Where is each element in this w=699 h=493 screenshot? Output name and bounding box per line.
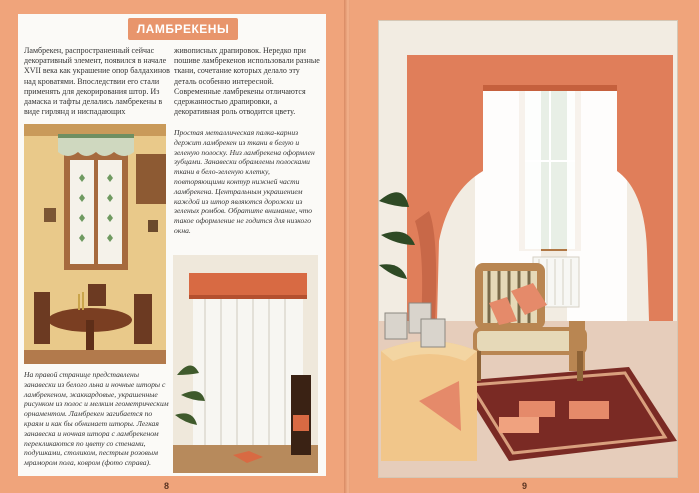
paragraph-1: Ламбрекен, распространенный сейчас декоративный элемент, появился в начале XVII века как украшение опор балдахинов над кроватями. Впоследствии его стали применять для декорирования штор. Из дамаска и тафты делались ламбрекены в виде гирлянд и ниспадающих bbox=[24, 46, 170, 117]
living-room-illustration bbox=[379, 21, 677, 477]
caption-bottom: На правой странице представлены занавески из белого льна и ночные шторы с ламбрекеном, жаккардовые, украшенные рисунком из полос и мелким геометрическим орнаментом. Ламбрекен загибается по краям и как бы обнимает шторы. Легкая занавеска и ночная штора с ламбрекеном перекликаются по цвету со стенами, подушками, столиком, пестрым розовым мрамором пола, ковром (фото справа). bbox=[24, 370, 169, 468]
heading-text: ЛАМБРЕКЕНЫ bbox=[136, 22, 230, 36]
paragraph-2: живописных драпировок. Нередко при пошиве ламбрекенов использовали разные ткани, сочетание которых делало эту деталь особенно интересной. Современные ламбрекены отличаются сдержанностью драпировки, а декоративная роль отводится цвету. bbox=[174, 46, 320, 117]
caption-top: Простая металлическая палка-карниз держит ламбрекен из ткани в белую и зеленую полоску. Низ ламбрекена оформлен зубцами. Занавески обрамлены полосками ткани в бело-зеленую клетку, повторяющими контур нижней части ламбрекена. Центральным украшением каждой из штор являются дорожки из зеленых ромбов. Обратите внимание, что такое оформление не годится для низкого окна. bbox=[174, 128, 315, 235]
photo-window-valance bbox=[173, 255, 318, 473]
section-heading bbox=[128, 18, 238, 40]
dining-room-illustration bbox=[24, 124, 166, 364]
left-page bbox=[0, 0, 346, 493]
photo-living-room bbox=[378, 20, 678, 478]
text-column-1 bbox=[24, 46, 170, 117]
text-column-2 bbox=[174, 46, 322, 117]
right-page bbox=[350, 0, 699, 493]
page-number-right: 9 bbox=[522, 481, 528, 491]
left-page-content bbox=[18, 14, 326, 476]
photo-dining-room bbox=[24, 124, 166, 364]
page-number-left: 8 bbox=[164, 481, 170, 491]
window-valance-illustration bbox=[173, 255, 318, 473]
